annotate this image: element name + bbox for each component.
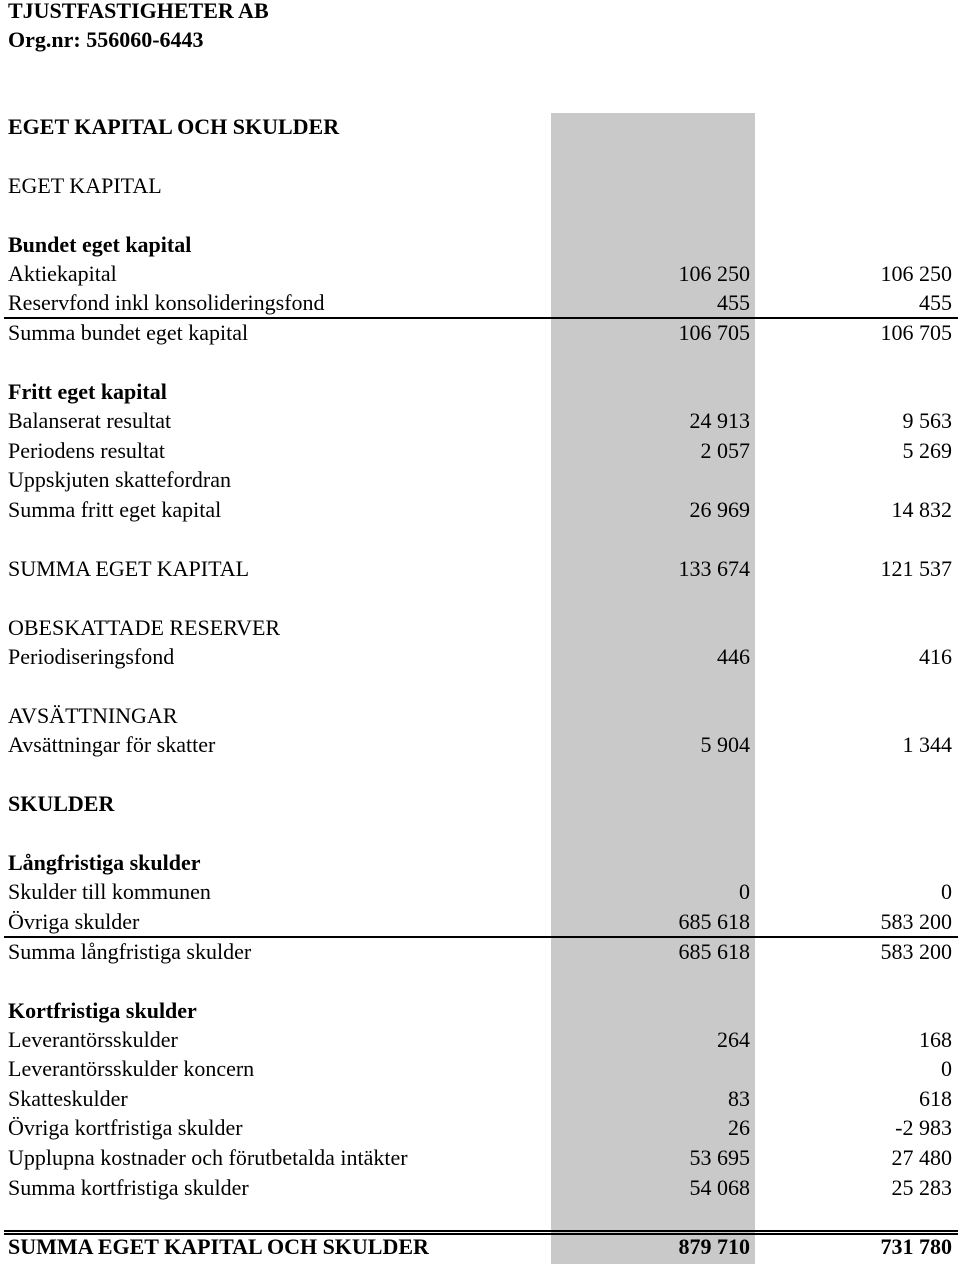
row-label: Periodiseringsfond [8,644,175,669]
current-period-value: 24 913 [689,408,750,433]
row-label: Summa bundet eget kapital [8,320,249,345]
table-row [0,171,960,201]
current-period-value: 106 250 [678,261,750,286]
row-label: SUMMA EGET KAPITAL [8,556,250,581]
table-row [0,406,960,436]
table-row [0,907,960,937]
current-period-value: 264 [717,1027,750,1052]
row-label: Upplupna kostnader och förutbetalda intäkter [8,1145,408,1170]
current-period-value: 83 [728,1086,750,1111]
previous-period-value: 583 200 [880,939,952,964]
current-period-value: 26 969 [689,497,750,522]
table-row [0,937,960,967]
table-row [0,642,960,672]
table-row [0,877,960,907]
row-label: Reservfond inkl konsolideringsfond [8,290,325,315]
table-row [0,730,960,760]
previous-period-value: 27 480 [891,1145,952,1170]
previous-period-value: 0 [941,879,952,904]
table-row [0,112,960,142]
current-period-value: 0 [739,879,750,904]
row-label: Uppskjuten skattefordran [8,467,231,492]
row-label: AVSÄTTNINGAR [8,703,178,728]
current-period-value: 879 710 [678,1234,750,1259]
table-row [0,613,960,643]
previous-period-value: -2 983 [895,1115,952,1140]
current-period-value: 2 057 [700,438,750,463]
previous-period-value: 0 [941,1056,952,1081]
previous-period-value: 14 832 [891,497,952,522]
table-row [0,436,960,466]
row-label: Kortfristiga skulder [8,998,197,1023]
subtotal-rule [4,936,958,938]
grand-total-rule [4,1230,958,1235]
table-row [0,848,960,878]
table-row [0,554,960,584]
row-label: EGET KAPITAL OCH SKULDER [8,114,340,139]
previous-period-value: 168 [919,1027,952,1052]
table-row [0,1084,960,1114]
current-period-value: 26 [728,1115,750,1140]
row-label: Aktiekapital [8,261,117,286]
row-label: Avsättningar för skatter [8,732,216,757]
row-label: Skatteskulder [8,1086,128,1111]
table-row [0,259,960,289]
table-row [0,318,960,348]
row-label: SKULDER [8,791,115,816]
previous-period-value: 583 200 [880,909,952,934]
subtotal-rule [4,317,958,319]
table-row [0,288,960,318]
current-period-value: 446 [717,644,750,669]
table-row [0,1143,960,1173]
table-row [0,495,960,525]
previous-period-value: 25 283 [891,1175,952,1200]
previous-period-value: 416 [919,644,952,669]
previous-period-value: 5 269 [902,438,952,463]
row-label: EGET KAPITAL [8,173,162,198]
company-name: TJUSTFASTIGHETER AB [8,0,269,23]
table-row [0,789,960,819]
current-period-value: 685 618 [678,909,750,934]
table-row [0,1113,960,1143]
table-row [0,1173,960,1203]
previous-period-value: 106 705 [880,320,952,345]
previous-period-value: 121 537 [880,556,952,581]
row-label: Periodens resultat [8,438,166,463]
row-label: Summa fritt eget kapital [8,497,222,522]
row-label: Övriga kortfristiga skulder [8,1115,243,1140]
row-label: Summa långfristiga skulder [8,939,252,964]
table-row [0,377,960,407]
table-row [0,1025,960,1055]
previous-period-value: 618 [919,1086,952,1111]
row-label: Leverantörsskulder koncern [8,1056,255,1081]
row-label: SUMMA EGET KAPITAL OCH SKULDER [8,1234,429,1259]
previous-period-value: 731 780 [880,1234,952,1259]
current-period-value: 5 904 [700,732,750,757]
current-period-value: 106 705 [678,320,750,345]
table-row [0,701,960,731]
current-period-value: 455 [717,290,750,315]
row-label: Bundet eget kapital [8,232,192,257]
table-row [0,996,960,1026]
row-label: OBESKATTADE RESERVER [8,615,281,640]
previous-period-value: 455 [919,290,952,315]
current-period-value: 53 695 [689,1145,750,1170]
org-number: Org.nr: 556060-6443 [8,27,204,52]
previous-period-value: 9 563 [902,408,952,433]
current-period-value: 54 068 [689,1175,750,1200]
table-row [0,1232,960,1262]
row-label: Fritt eget kapital [8,379,167,404]
row-label: Övriga skulder [8,909,140,934]
current-period-value: 133 674 [678,556,750,581]
current-period-value: 685 618 [678,939,750,964]
row-label: Långfristiga skulder [8,850,201,875]
row-label: Skulder till kommunen [8,879,211,904]
row-label: Summa kortfristiga skulder [8,1175,249,1200]
table-row [0,230,960,260]
table-row [0,465,960,495]
table-row [0,1054,960,1084]
row-label: Leverantörsskulder [8,1027,178,1052]
previous-period-value: 106 250 [880,261,952,286]
row-label: Balanserat resultat [8,408,172,433]
previous-period-value: 1 344 [902,732,952,757]
